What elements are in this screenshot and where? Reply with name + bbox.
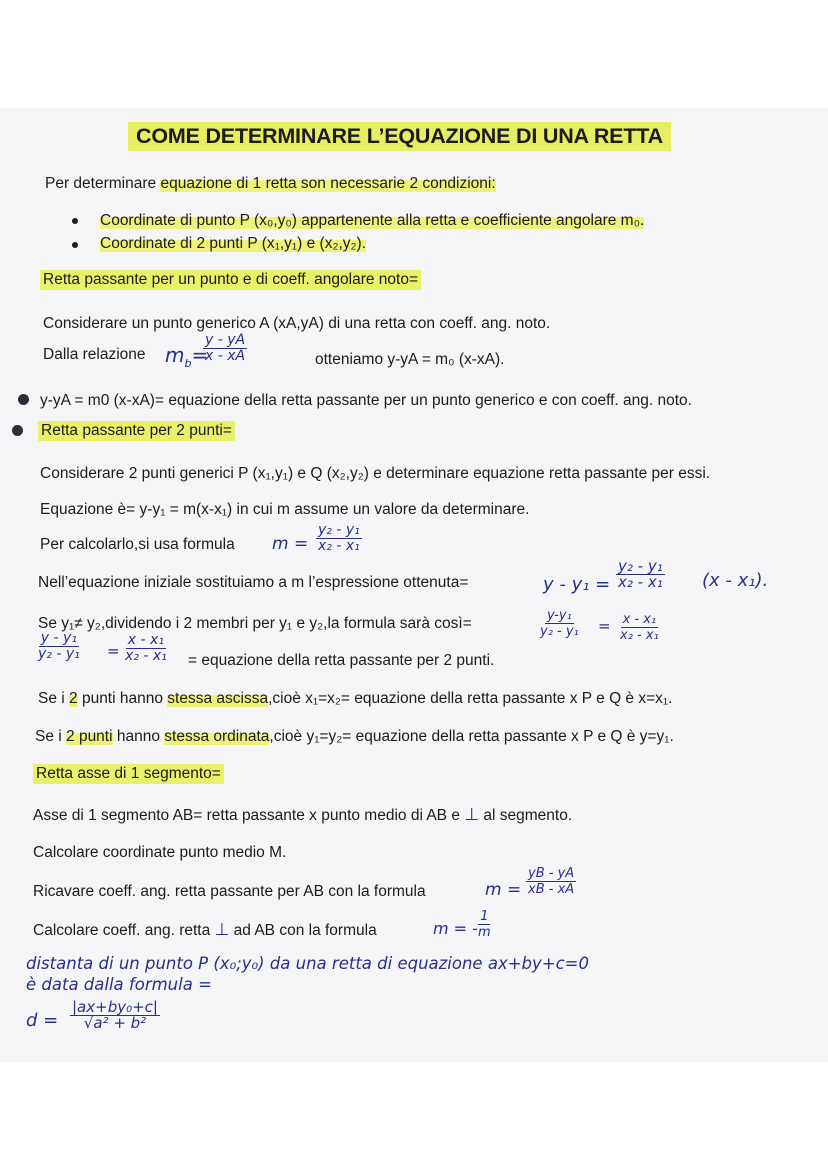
perpendicular-icon: ⊥ [464, 805, 480, 825]
m-symbol: m = [485, 880, 522, 900]
perpendicular-icon: ⊥ [214, 920, 230, 940]
distance-fraction: $\frac{\text{|ax+by₀+c|}}{\text{√a² + b²}}$ [72, 998, 158, 1032]
text-line: Calcolare coordinate punto medio M. [33, 844, 287, 861]
handwritten-line: distanta di un punto P (x₀;y₀) da una retta di equazione ax+by+c=0 [26, 954, 589, 973]
text-line: Equazione è= y-y₁ = m(x-x₁) in cui m assume un valore da determinare. [40, 501, 530, 518]
distance-symbol: d = [26, 1010, 59, 1031]
formula-fraction-x: $\frac{\text{x - x₁}}{\text{x₂ - x₁}}$ [125, 632, 167, 664]
relation-m: $m_b=$ [165, 343, 209, 370]
m-symbol: m = [272, 534, 309, 554]
text-line: Asse di 1 segmento AB= retta passante x punto medio di AB e ⊥ al segmento. [33, 805, 573, 825]
page-title: COME DETERMINARE L’EQUAZIONE DI UNA RETTA [128, 122, 671, 151]
bullet-text: Coordinate di punto P (x₀,y₀) appartenente alla retta e coefficiente angolare m₀. [100, 212, 645, 229]
m-symbol: m = - [433, 919, 478, 938]
text-line: Considerare 2 punti generici P (x₁,y₁) e Q (x₂,y₂) e determinare equazione retta passante per essi. [40, 465, 711, 482]
m-fraction: $\frac{\text{y₂ - y₁}}{\text{x₂ - x₁}}$ [318, 522, 360, 554]
ordinate-line: Se i 2 punti hanno stessa ordinata,cioè y₁=y₂= equazione della retta passante x P e Q è y=y₁. [35, 728, 674, 745]
bullet-item [100, 234, 366, 254]
substitution-fraction: $\frac{\text{y₂ - y₁}}{\text{x₂ - x₁}}$ [618, 557, 663, 591]
bullet-marker-icon [12, 425, 23, 436]
intro-highlight: equazione di 1 retta son necessarie 2 condizioni: [160, 175, 496, 192]
section-heading: Retta passante per un punto e di coeff. angolare noto= [40, 270, 421, 290]
section-heading: Retta asse di 1 segmento= [33, 764, 224, 784]
obtain-text: otteniamo y-yA = m₀ (x-xA). [315, 351, 505, 368]
section-heading: Retta passante per 2 punti= [38, 421, 235, 441]
text-line: Per calcolarlo,si usa formula [40, 536, 235, 553]
relation-fraction: $\frac{y - yA}{x - xA}$ [205, 332, 246, 364]
intro-prefix: Per determinare [45, 175, 161, 192]
handwritten-line: è data dalla formula = [26, 975, 212, 994]
text-line: Se y₁≠ y₂,dividendo i 2 membri per y₁ e y₂,la formula sarà così= [38, 615, 472, 632]
bullet-icon [72, 218, 78, 224]
bullet-item [100, 211, 644, 231]
text-line: Ricavare coeff. ang. retta passante per AB con la formula [33, 883, 426, 900]
relation-label: Dalla relazione [43, 346, 146, 363]
text-line: = equazione della retta passante per 2 punti. [188, 652, 495, 669]
text-line: Nell’equazione iniziale sostituiamo a m l’espressione ottenuta= [38, 574, 469, 591]
formula-equals: = [107, 642, 120, 660]
bullet-text: Coordinate di 2 punti P (x₁,y₁) e (x₂,y₂). [100, 235, 367, 252]
text-line: Considerare un punto generico A (xA,yA) di una retta con coeff. ang. noto. [43, 315, 551, 332]
formula-equals: = [598, 617, 611, 635]
substitution-rhs: (x - x₁). [702, 570, 769, 591]
formula-fraction-y: $\frac{\text{y - y₁}}{\text{y₂ - y₁}}$ [38, 630, 80, 662]
substitution-lhs: y - y₁ = [543, 574, 611, 595]
bullet-icon [72, 242, 78, 248]
formula-fraction-y: $\frac{\text{y-y₁}}{\text{y₂ - y₁}}$ [540, 608, 579, 639]
m-fraction: $\frac{1}{m}$ [478, 909, 491, 940]
text-line: Calcolare coeff. ang. retta ⊥ ad AB con la formula [33, 920, 377, 940]
result-line: y-yA = m0 (x-xA)= equazione della retta passante per un punto generico e con coeff. ang. noto. [40, 392, 692, 409]
bullet-marker-icon [18, 394, 29, 405]
abscissa-line: Se i 2 punti hanno stessa ascissa,cioè x₁=x₂= equazione della retta passante x P e Q è x=x₁. [38, 690, 673, 707]
formula-fraction-x: $\frac{\text{x - x₁}}{\text{x₂ - x₁}}$ [620, 612, 659, 643]
intro-line [45, 174, 496, 194]
m-fraction: $\frac{yB - yA}{xB - xA}$ [528, 866, 575, 897]
